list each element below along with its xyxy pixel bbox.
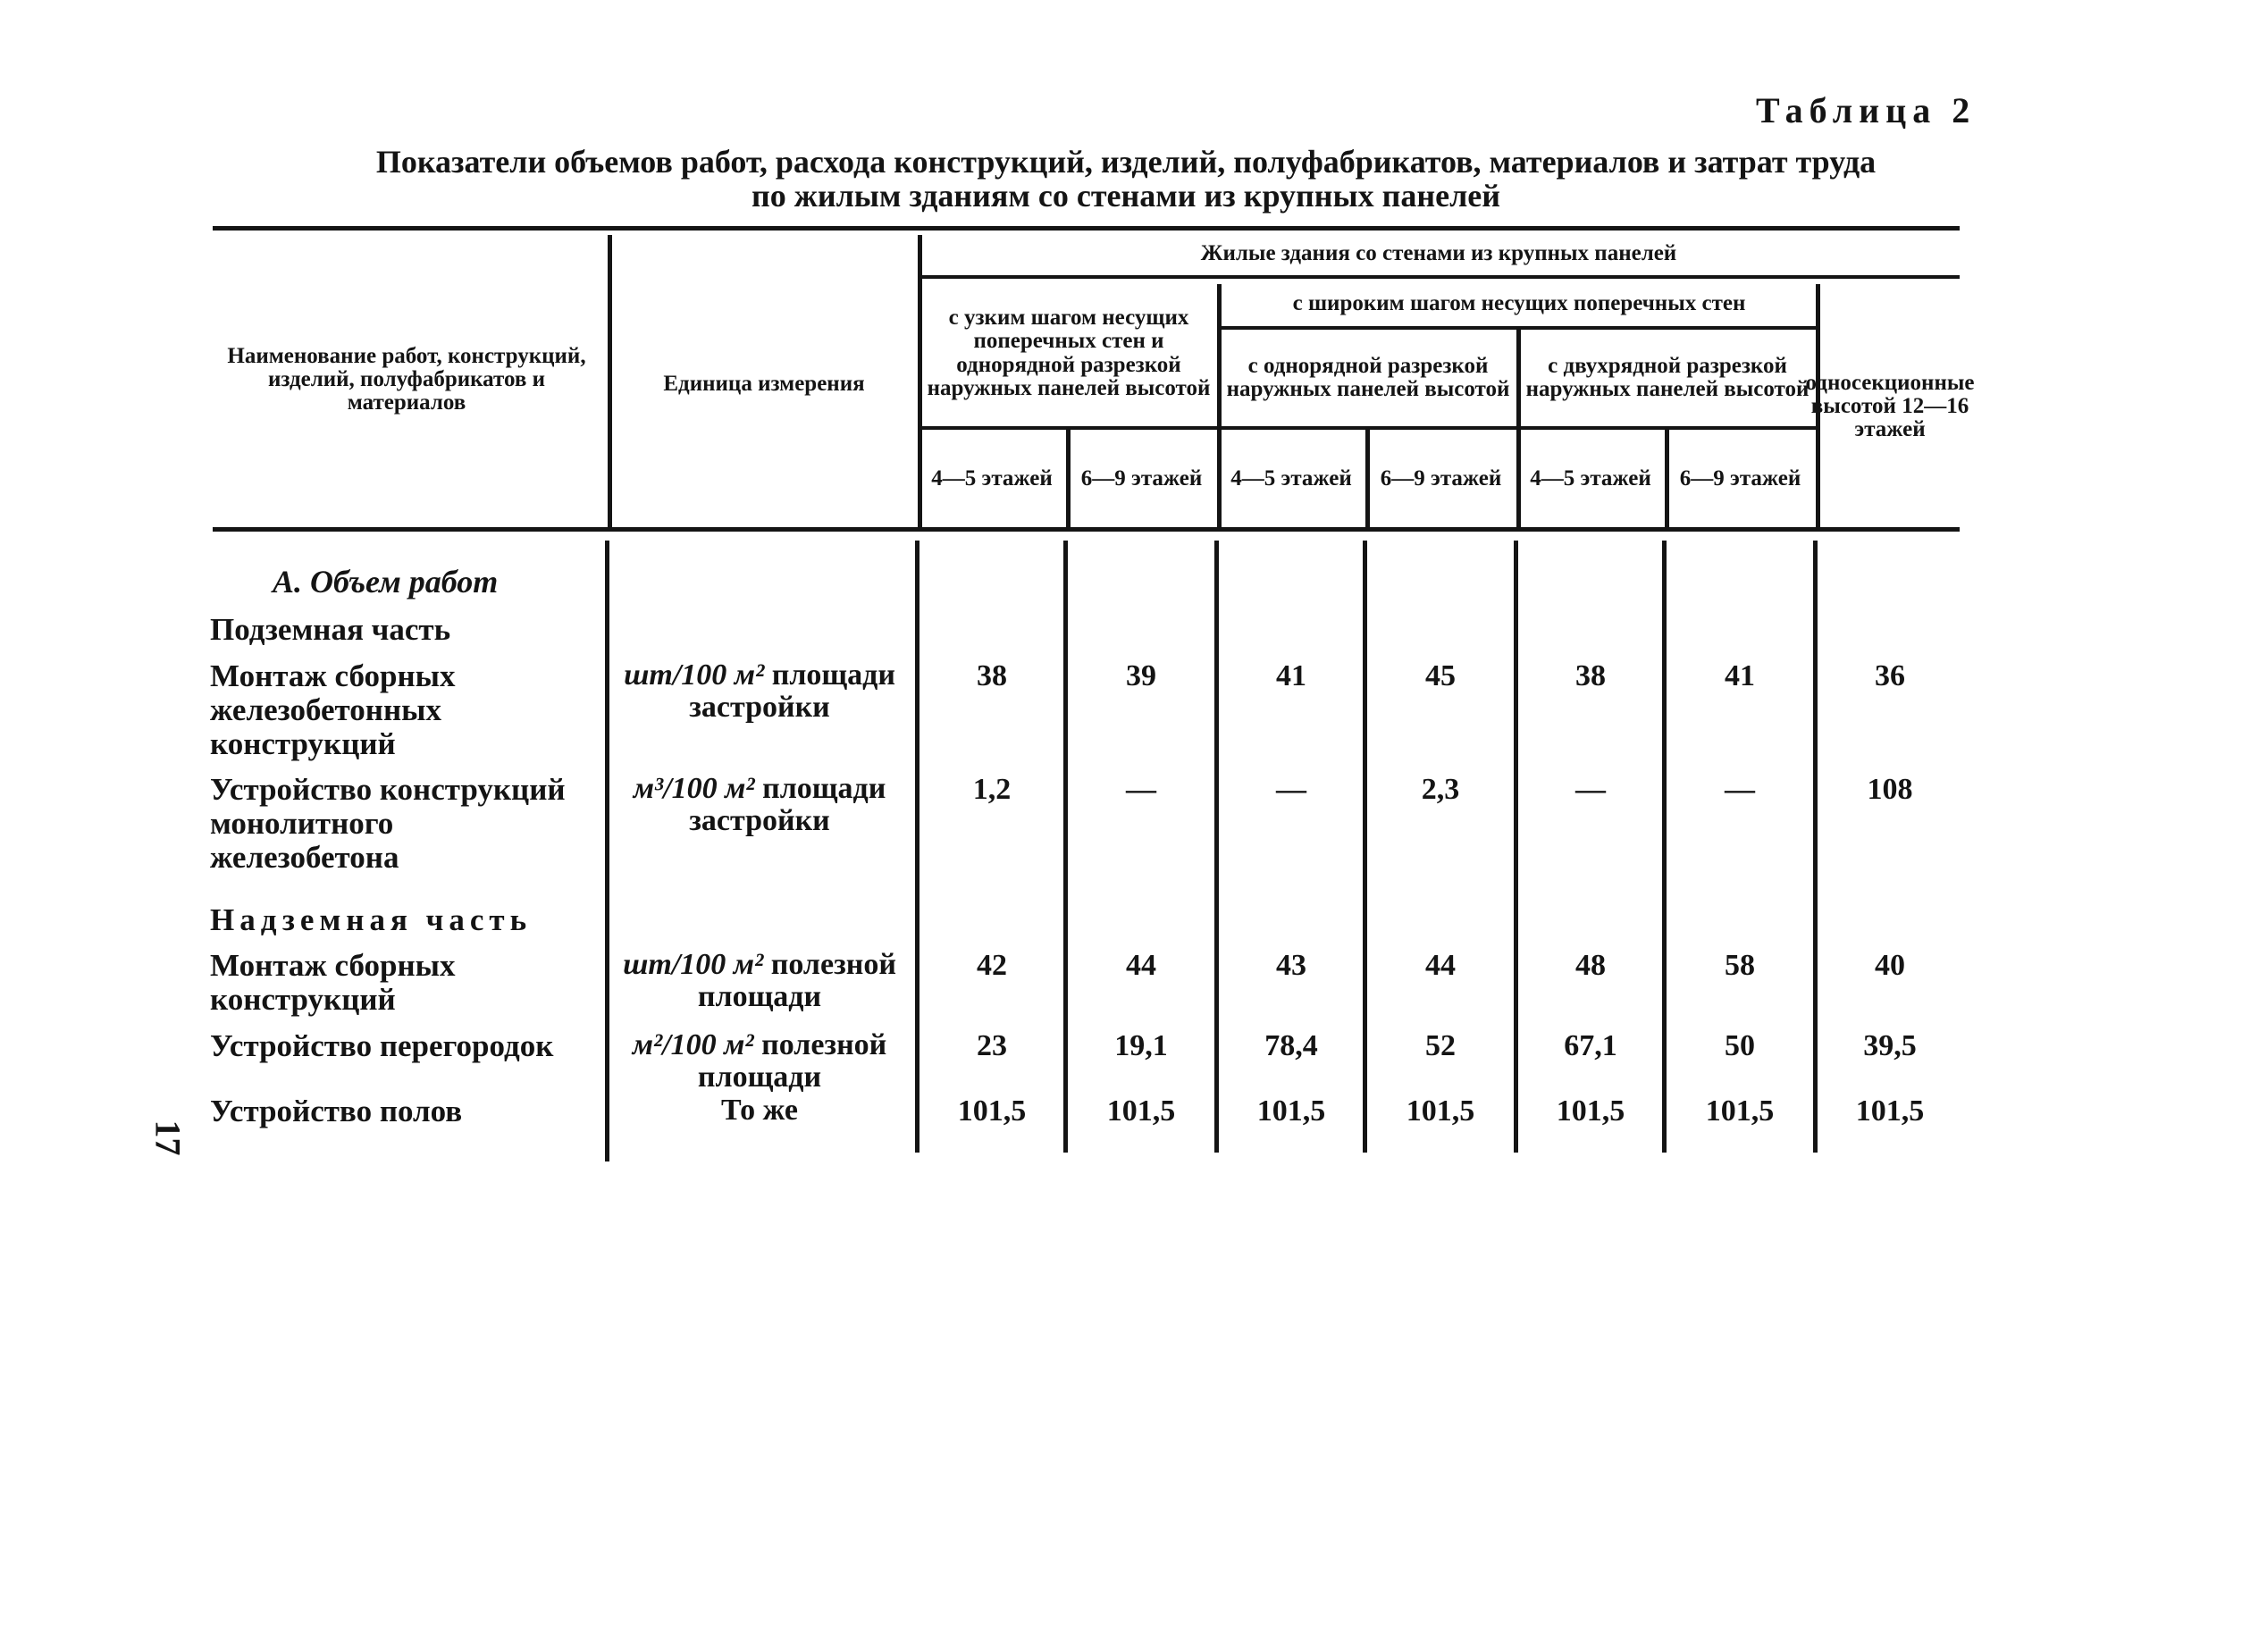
body-divider	[915, 541, 919, 1153]
row-name: Монтаж сборных конструкций	[210, 948, 456, 1017]
row-unit: шт/100 м² полезной площади	[623, 948, 896, 1013]
row-unit: шт/100 м² площади застройки	[624, 658, 895, 724]
row-name: Монтаж сборных железобетонных конструкций	[210, 658, 456, 761]
header-group-main: Жилые здания со стенами из крупных панелей	[1200, 240, 1677, 265]
table-cell: 44	[1425, 949, 1456, 982]
table-cell: 42	[977, 949, 1007, 982]
table-cell: 78,4	[1264, 1029, 1318, 1062]
table-cell: 52	[1425, 1029, 1456, 1062]
table-cell: 101,5	[1705, 1094, 1775, 1128]
body-divider	[1214, 541, 1219, 1153]
table-cell: 45	[1425, 659, 1456, 692]
header-group-rule	[920, 275, 1960, 279]
header-divider	[1665, 430, 1669, 530]
row-name: Устройство перегородок	[210, 1028, 554, 1063]
header-floors-6-9: 6—9 этажей	[1080, 465, 1203, 491]
header-floors-6-9: 6—9 этажей	[1679, 465, 1801, 491]
page-number: 17	[147, 1120, 189, 1156]
table-cell: 50	[1725, 1029, 1755, 1062]
table-cell: 38	[1575, 659, 1606, 692]
header-bottom-rule	[213, 527, 1960, 532]
header-divider	[1365, 430, 1370, 530]
header-col-unit: Единица измерения	[663, 371, 865, 396]
table-title-line1: Показатели объемов работ, расхода конструкций, изделий, полуфабрикатов, материалов и затрат труда	[375, 144, 1877, 180]
table-cell: 41	[1725, 659, 1755, 692]
header-divider	[608, 235, 612, 530]
table-cell: 101,5	[1855, 1094, 1925, 1128]
table-cell: 39	[1126, 659, 1156, 692]
header-divider	[918, 235, 922, 530]
header-group-wide: с широким шагом несущих поперечных стен	[1292, 290, 1746, 315]
body-divider	[1363, 541, 1367, 1153]
header-divider	[1516, 330, 1521, 530]
header-floors-4-5: 4—5 этажей	[931, 465, 1053, 491]
table-cell: —	[1126, 773, 1156, 806]
body-divider	[1063, 541, 1068, 1153]
row-unit: м³/100 м² площади застройки	[633, 772, 886, 837]
table-cell: 1,2	[972, 773, 1012, 806]
table-cell: 2,3	[1421, 773, 1460, 806]
table-cell: 67,1	[1564, 1029, 1617, 1062]
table-cell: 41	[1276, 659, 1306, 692]
header-col-tower: односекционные высотой 12—16 этажей	[1805, 370, 1975, 442]
table-cell: —	[1725, 773, 1755, 806]
table-cell: 108	[1867, 773, 1913, 806]
subsection-heading: Подземная часть	[210, 612, 451, 647]
header-sub-single: с однорядной разрезкой наружных панелей высотой	[1226, 353, 1510, 401]
table-cell: —	[1276, 773, 1306, 806]
table-cell: 39,5	[1863, 1029, 1917, 1062]
table-cell: 36	[1875, 659, 1905, 692]
table-cell: 40	[1875, 949, 1905, 982]
table-cell: 101,5	[1256, 1094, 1326, 1128]
header-floors-6-9: 6—9 этажей	[1380, 465, 1502, 491]
header-floors-4-5: 4—5 этажей	[1530, 465, 1651, 491]
table-cell: —	[1575, 773, 1606, 806]
subsection-heading: Надземная часть	[210, 902, 533, 937]
table-title-line2: по жилым зданиям со стенами из крупных панелей	[751, 178, 1501, 214]
row-unit: м²/100 м² полезной площади	[632, 1028, 887, 1094]
row-unit: То же	[721, 1094, 798, 1127]
header-divider	[1066, 430, 1071, 530]
body-divider	[1813, 541, 1818, 1153]
body-divider	[1514, 541, 1518, 1153]
table-cell: 38	[977, 659, 1007, 692]
body-divider	[1662, 541, 1667, 1153]
table-cell: 19,1	[1114, 1029, 1168, 1062]
table-cell: 58	[1725, 949, 1755, 982]
header-floors-4-5: 4—5 этажей	[1230, 465, 1352, 491]
header-sub-double: с двухрядной разрезкой наружных панелей высотой	[1525, 353, 1810, 401]
header-col-name: Наименование работ, конструкций, изделий, полуфабрикатов и материалов	[227, 343, 586, 415]
table-cell: 23	[977, 1029, 1007, 1062]
header-divider	[1217, 284, 1222, 530]
header-group-narrow: с узким шагом несущих поперечных стен и однорядной разрезкой наружных панелей высотой	[927, 306, 1211, 400]
table-cell: 44	[1126, 949, 1156, 982]
table-cell: 101,5	[957, 1094, 1027, 1128]
table-cell: 101,5	[1556, 1094, 1625, 1128]
table-cell: 101,5	[1106, 1094, 1176, 1128]
table-label: Таблица 2	[1756, 90, 1977, 130]
table-cell: 43	[1276, 949, 1306, 982]
section-heading: А. Объем работ	[273, 564, 499, 600]
row-name: Устройство конструкций монолитного железобетона	[210, 772, 566, 875]
table-cell: 101,5	[1406, 1094, 1475, 1128]
table-top-rule	[213, 226, 1960, 231]
row-name: Устройство полов	[210, 1094, 463, 1128]
table-cell: 48	[1575, 949, 1606, 982]
